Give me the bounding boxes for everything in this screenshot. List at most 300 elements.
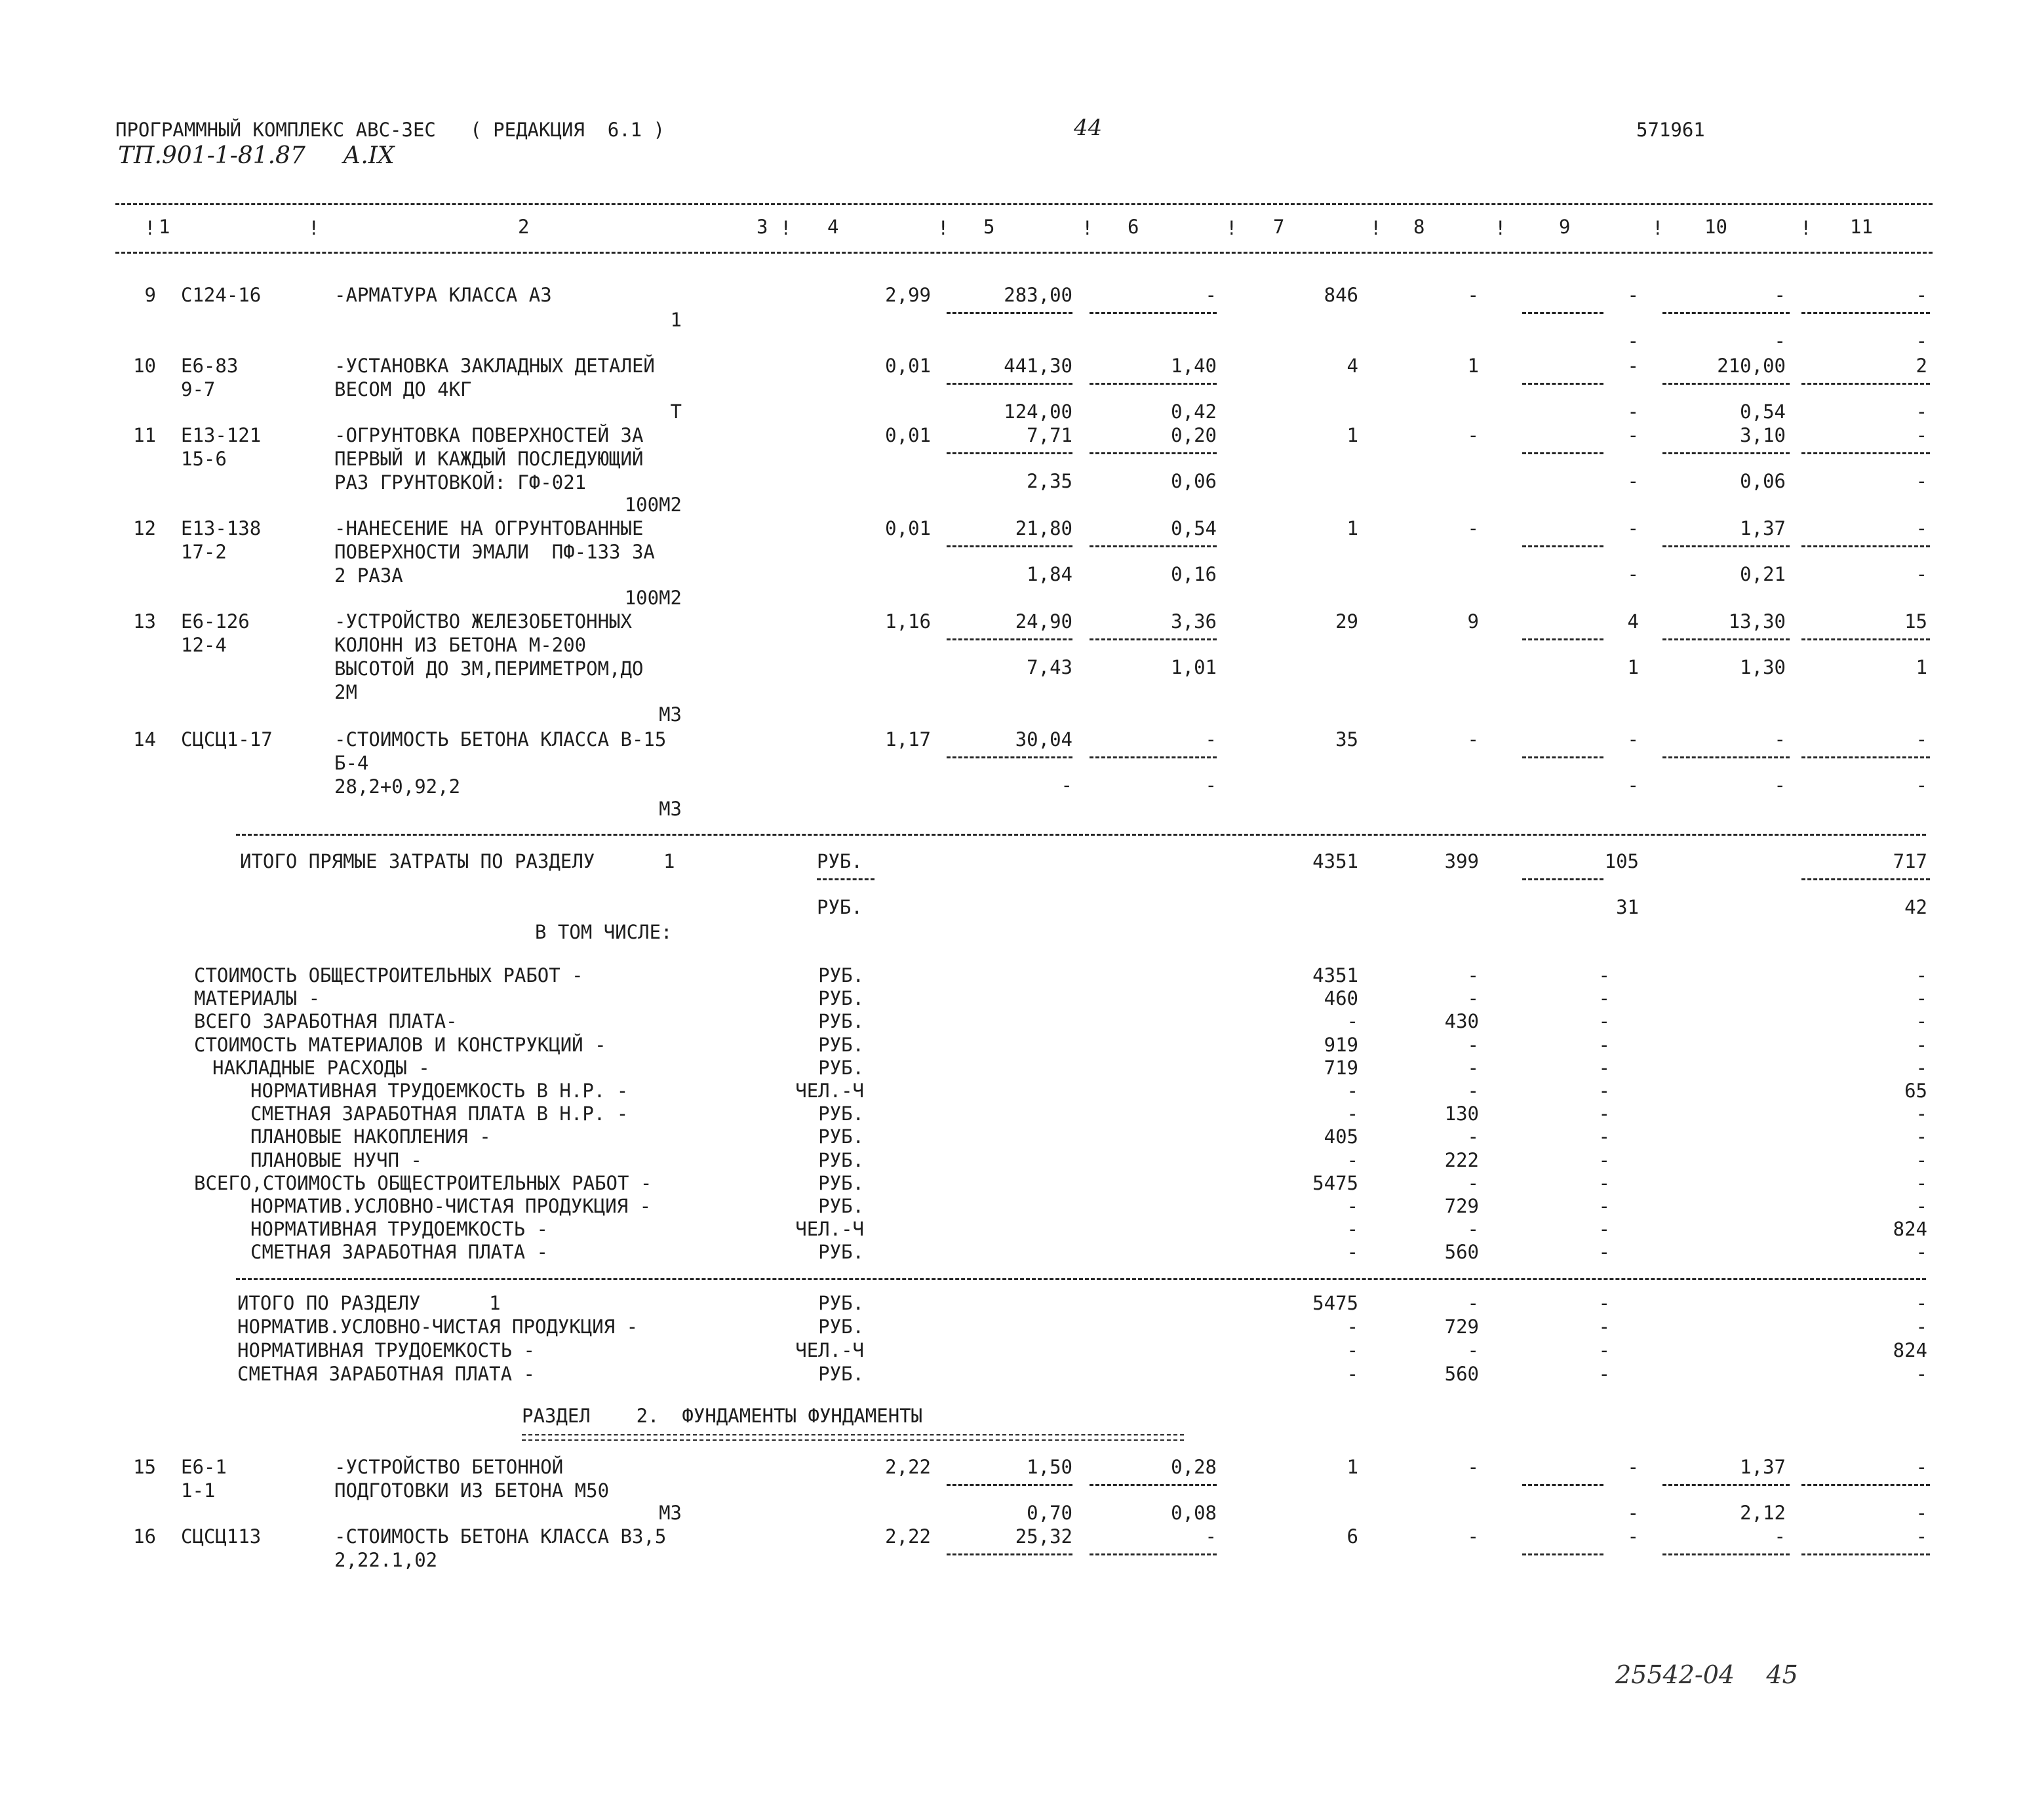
sub-rule: [1522, 545, 1603, 547]
header-rule-top: [115, 203, 1933, 205]
summary-wages: 729: [1444, 1316, 1479, 1338]
unit-cost-wages-sub: 0,16: [1171, 563, 1217, 585]
unit-of-measure: 100М2: [624, 494, 682, 516]
summary-machines: -: [1598, 1292, 1610, 1314]
column-separator: !: [1082, 217, 1093, 239]
summary-total: -: [1346, 1195, 1358, 1217]
rate-code-sub: 9-7: [181, 378, 216, 400]
quantity: 2,99: [885, 284, 931, 306]
labor-norm-sub: 0,06: [1740, 470, 1786, 492]
summary-total: -: [1346, 1339, 1358, 1361]
page-number: 44: [1074, 115, 1103, 141]
unit-cost-wages: -: [1205, 284, 1217, 306]
labor-norm-sub: 2,12: [1740, 1502, 1786, 1524]
summary-label: СТОИМОСТЬ МАТЕРИАЛОВ И КОНСТРУКЦИЙ -: [194, 1033, 606, 1056]
summary-wages: -: [1467, 1339, 1479, 1361]
quantity: 2,22: [885, 1456, 931, 1478]
machine-cost: 4: [1627, 610, 1639, 633]
row-number: 9: [144, 284, 156, 306]
summary-labor: -: [1916, 1103, 1927, 1125]
unit-cost-total-sub: 0,70: [1027, 1502, 1072, 1524]
summary-labor: -: [1916, 964, 1927, 986]
sub-rule: [1662, 756, 1790, 758]
sub-rule: [1801, 545, 1930, 547]
column-header-3: 3: [757, 216, 768, 238]
summary-unit: РУБ.: [818, 1241, 864, 1264]
total-rule: [236, 834, 1926, 836]
section-2-title: РАЗДЕЛ 2. ФУНДАМЕНТЫ ФУНДАМЕНТЫ: [522, 1405, 923, 1427]
sub-rule: [1090, 545, 1217, 547]
column-header-10: 10: [1704, 216, 1727, 238]
sub-rule: [1090, 1484, 1217, 1486]
unit-cost-total: 1,50: [1027, 1456, 1072, 1478]
summary-total: -: [1346, 1218, 1358, 1241]
sub-rule: [1801, 1553, 1930, 1555]
program-header: ПРОГРАММНЫЙ КОМПЛЕКС АВС-3ЕС ( РЕДАКЦИЯ 6.1 ): [115, 119, 665, 141]
total-cost: 1: [1346, 1456, 1358, 1478]
project-reference: ТП.901-1-81.87 А.IX: [118, 142, 395, 169]
total-cost: 846: [1324, 284, 1358, 306]
summary-total: -: [1346, 1363, 1358, 1385]
work-description: ВЕСОМ ДО 4КГ: [334, 378, 472, 400]
summary-labor: -: [1916, 1195, 1927, 1217]
sub-rule: [1662, 1553, 1790, 1555]
unit-cost-total: 283,00: [1004, 284, 1072, 306]
rate-code-sub: 1-1: [181, 1479, 216, 1502]
unit-cost-wages: 0,28: [1171, 1456, 1217, 1478]
summary-label: НАКЛАДНЫЕ РАСХОДЫ -: [212, 1056, 430, 1079]
work-description: -УСТРОЙСТВО ЖЕЛЕЗОБЕТОННЫХ: [334, 610, 632, 633]
summary-label: НОРМАТИВ.УСЛОВНО-ЧИСТАЯ ПРОДУКЦИЯ -: [250, 1195, 652, 1217]
unit-cost-wages: -: [1205, 728, 1217, 751]
sub-rule: [1090, 756, 1217, 758]
summary-labor: -: [1916, 1010, 1927, 1033]
unit-cost-wages-sub: -: [1205, 774, 1217, 796]
unit-cost-wages-sub: 1,01: [1171, 656, 1217, 678]
summary-machines: -: [1598, 964, 1610, 986]
labor-norm: 1,37: [1740, 517, 1786, 539]
column-header-5: 5: [983, 216, 995, 238]
labor-total-sub: -: [1916, 400, 1927, 423]
machine-cost: -: [1627, 355, 1639, 377]
summary-unit: РУБ.: [818, 1125, 864, 1148]
summary-labor: -: [1916, 1241, 1927, 1264]
labor-total-sub: 1: [1916, 656, 1927, 678]
unit-of-measure: Т: [670, 400, 682, 423]
work-description: ВЫСОТОЙ ДО 3М,ПЕРИМЕТРОМ,ДО: [334, 657, 644, 680]
summary-label: СМЕТНАЯ ЗАРАБОТНАЯ ПЛАТА В Н.Р. -: [250, 1103, 629, 1125]
direct-costs-total: 4351: [1312, 850, 1358, 872]
summary-label: СТОИМОСТЬ ОБЩЕСТРОИТЕЛЬНЫХ РАБОТ -: [194, 964, 583, 986]
sub-rule: [1801, 878, 1930, 880]
sub-rule: [947, 452, 1072, 454]
sub-rule: [947, 1553, 1072, 1555]
summary-unit: РУБ.: [818, 1148, 864, 1171]
summary-labor: -: [1916, 1292, 1927, 1314]
labor-total-sub: -: [1916, 774, 1927, 796]
header-rule-bottom: [115, 252, 1933, 254]
column-header-1: 1: [159, 216, 170, 238]
summary-machines: -: [1598, 1056, 1610, 1079]
quantity: 1,16: [885, 610, 931, 633]
summary-unit: РУБ.: [818, 1292, 864, 1314]
column-header-7: 7: [1273, 216, 1285, 238]
summary-wages: -: [1467, 1171, 1479, 1194]
section-total-rule: [236, 1278, 1926, 1280]
summary-total: -: [1346, 1241, 1358, 1264]
labor-norm: 1,37: [1740, 1456, 1786, 1478]
labor-total: -: [1916, 517, 1927, 539]
summary-machines: -: [1598, 1010, 1610, 1033]
work-description: 2М: [334, 681, 357, 703]
work-description: Б-4: [334, 752, 369, 774]
summary-machines: -: [1598, 1171, 1610, 1194]
summary-total: -: [1346, 1010, 1358, 1033]
machine-cost: -: [1627, 517, 1639, 539]
unit-cost-total-sub: 1,84: [1027, 563, 1072, 585]
quantity: 2,22: [885, 1525, 931, 1548]
unit-cost-total: 21,80: [1015, 517, 1072, 539]
unit-cost-wages: 3,36: [1171, 610, 1217, 633]
total-wages: -: [1467, 517, 1479, 539]
sub-rule: [1522, 1553, 1603, 1555]
total-cost: 29: [1335, 610, 1358, 633]
total-wages: 1: [1467, 355, 1479, 377]
total-cost: 6: [1346, 1525, 1358, 1548]
labor-norm: 210,00: [1717, 355, 1786, 377]
work-description: 2 РАЗА: [334, 564, 403, 587]
sub-rule: [1090, 1553, 1217, 1555]
summary-labor: -: [1916, 987, 1927, 1010]
labor-norm-sub: 0,21: [1740, 563, 1786, 585]
column-separator: !: [1370, 217, 1382, 239]
summary-labor: -: [1916, 1316, 1927, 1338]
rate-code: Е6-126: [181, 610, 250, 633]
labor-total-sub: -: [1916, 1502, 1927, 1524]
column-separator: !: [1800, 217, 1812, 239]
unit-cost-wages: 0,54: [1171, 517, 1217, 539]
rate-code-sub: 15-6: [181, 448, 227, 470]
sub-rule: [1801, 383, 1930, 385]
work-description: 28,2+0,92,2: [334, 775, 461, 798]
summary-unit: РУБ.: [818, 1033, 864, 1056]
machine-cost: -: [1627, 728, 1639, 751]
rate-code: Е6-83: [181, 355, 239, 377]
summary-label: ИТОГО ПО РАЗДЕЛУ 1: [237, 1292, 501, 1314]
row-number: 13: [133, 610, 156, 633]
unit-cost-total: 24,90: [1015, 610, 1072, 633]
unit-of-measure: 100М2: [624, 587, 682, 609]
sub-rule: [1662, 1484, 1790, 1486]
summary-label: ПЛАНОВЫЕ НУЧП -: [250, 1148, 422, 1171]
rate-code: Е13-121: [181, 424, 262, 446]
summary-machines: -: [1598, 1125, 1610, 1148]
row-number: 10: [133, 355, 156, 377]
summary-total: -: [1346, 1080, 1358, 1102]
rate-code: СЦСЦ113: [181, 1525, 262, 1548]
summary-wages: -: [1467, 1056, 1479, 1079]
work-description: -СТОИМОСТЬ БЕТОНА КЛАССА В-15: [334, 728, 667, 751]
unit-cost-wages: 0,20: [1171, 424, 1217, 446]
machine-cost-sub: -: [1627, 470, 1639, 492]
direct-costs-labor: 717: [1893, 850, 1927, 872]
machine-cost-sub: -: [1627, 400, 1639, 423]
summary-machines: -: [1598, 1241, 1610, 1264]
column-header-2: 2: [518, 216, 530, 238]
labor-norm-sub: 1,30: [1740, 656, 1786, 678]
column-separator: !: [144, 217, 156, 239]
sub-rule: [1090, 312, 1217, 314]
sub-rule: [1801, 756, 1930, 758]
sub-rule: [947, 1484, 1072, 1486]
work-description: ПЕРВЫЙ И КАЖДЫЙ ПОСЛЕДУЮЩИЙ: [334, 448, 644, 470]
sub-rule: [947, 312, 1072, 314]
summary-wages: 222: [1444, 1148, 1479, 1171]
summary-labor: 824: [1893, 1339, 1927, 1361]
quantity: 0,01: [885, 355, 931, 377]
summary-machines: -: [1598, 987, 1610, 1010]
summary-machines: -: [1598, 1195, 1610, 1217]
machine-cost: -: [1627, 284, 1639, 306]
sub-rule: [1522, 638, 1603, 640]
work-description: -СТОИМОСТЬ БЕТОНА КЛАССА В3,5: [334, 1525, 667, 1548]
labor-norm-sub: -: [1774, 774, 1786, 796]
unit-cost-total: 25,32: [1015, 1525, 1072, 1548]
summary-machines: -: [1598, 1316, 1610, 1338]
direct-costs-wages: 399: [1444, 850, 1479, 872]
unit-cost-wages: -: [1205, 1525, 1217, 1548]
summary-label: НОРМАТИВНАЯ ТРУДОЕМКОСТЬ -: [250, 1218, 548, 1241]
column-header-4: 4: [827, 216, 839, 238]
summary-wages: -: [1467, 1080, 1479, 1102]
labor-total: 15: [1904, 610, 1927, 633]
summary-wages: -: [1467, 1218, 1479, 1241]
summary-wages: 430: [1444, 1010, 1479, 1033]
labor-total: -: [1916, 728, 1927, 751]
work-description: РАЗ ГРУНТОВКОЙ: ГФ-021: [334, 471, 587, 494]
summary-unit: РУБ.: [818, 1316, 864, 1338]
total-wages: -: [1467, 728, 1479, 751]
quantity: 1,17: [885, 728, 931, 751]
summary-total: -: [1346, 1148, 1358, 1171]
summary-machines: -: [1598, 1148, 1610, 1171]
labor-norm-sub: 0,54: [1740, 400, 1786, 423]
labor-total: 2: [1916, 355, 1927, 377]
total-wages: 9: [1467, 610, 1479, 633]
summary-total: 460: [1324, 987, 1358, 1010]
column-separator: !: [308, 217, 320, 239]
unit-of-measure: М3: [659, 1502, 682, 1524]
sub-rule: [1522, 756, 1603, 758]
total-cost: 4: [1346, 355, 1358, 377]
unit-cost-total-sub: -: [1061, 774, 1072, 796]
summary-wages: -: [1467, 1125, 1479, 1148]
sub-rule: [1090, 452, 1217, 454]
rate-code: Е6-1: [181, 1456, 227, 1478]
unit-cost-total: 441,30: [1004, 355, 1072, 377]
sub-rule: [947, 545, 1072, 547]
sub-rule: [1801, 1484, 1930, 1486]
row-number: 11: [133, 424, 156, 446]
summary-wages: 130: [1444, 1103, 1479, 1125]
sub-rule: [947, 383, 1072, 385]
unit-cost-wages-sub: 0,42: [1171, 400, 1217, 423]
unit-of-measure: М3: [659, 798, 682, 820]
rate-code-sub: 17-2: [181, 541, 227, 563]
column-header-8: 8: [1413, 216, 1425, 238]
summary-labor: 824: [1893, 1218, 1927, 1241]
summary-unit: РУБ.: [818, 1195, 864, 1217]
summary-total: 5475: [1312, 1171, 1358, 1194]
machine-cost: -: [1627, 1456, 1639, 1478]
summary-label: НОРМАТИВНАЯ ТРУДОЕМКОСТЬ -: [237, 1339, 535, 1361]
labor-norm-sub: -: [1774, 330, 1786, 352]
sub-rule: [1662, 545, 1790, 547]
summary-unit: РУБ.: [818, 964, 864, 986]
sub-rule: [1662, 638, 1790, 640]
work-description: -НАНЕСЕНИЕ НА ОГРУНТОВАННЫЕ: [334, 517, 644, 539]
quantity: 0,01: [885, 517, 931, 539]
summary-machines: -: [1598, 1218, 1610, 1241]
footer-stamp: 25542-04 45: [1615, 1660, 1798, 1689]
sub-rule: [1801, 312, 1930, 314]
row-number: 12: [133, 517, 156, 539]
sub-rule: [947, 756, 1072, 758]
total-wages: -: [1467, 424, 1479, 446]
summary-label: ВСЕГО ЗАРАБОТНАЯ ПЛАТА-: [194, 1010, 458, 1033]
summary-label: ПЛАНОВЫЕ НАКОПЛЕНИЯ -: [250, 1125, 491, 1148]
section-2-title-underline: [522, 1434, 1184, 1441]
sub-rule: [1662, 383, 1790, 385]
direct-costs-labor-sub: 42: [1904, 896, 1927, 918]
labor-norm: 13,30: [1728, 610, 1786, 633]
total-wages: -: [1467, 284, 1479, 306]
summary-total: 919: [1324, 1033, 1358, 1056]
summary-total: 719: [1324, 1056, 1358, 1079]
labor-norm: -: [1774, 728, 1786, 751]
column-separator: !: [780, 217, 792, 239]
machine-cost-sub: -: [1627, 330, 1639, 352]
sub-rule: [1662, 452, 1790, 454]
summary-total: 405: [1324, 1125, 1358, 1148]
unit-cost-total: 7,71: [1027, 424, 1072, 446]
direct-costs-label: ИТОГО ПРЯМЫЕ ЗАТРАТЫ ПО РАЗДЕЛУ 1: [240, 850, 675, 872]
summary-label: ВСЕГО,СТОИМОСТЬ ОБЩЕСТРОИТЕЛЬНЫХ РАБОТ -: [194, 1171, 652, 1194]
summary-labor: -: [1916, 1056, 1927, 1079]
summary-unit: РУБ.: [818, 987, 864, 1010]
summary-label: НОРМАТИВ.УСЛОВНО-ЧИСТАЯ ПРОДУКЦИЯ -: [237, 1316, 639, 1338]
sub-rule: [1801, 452, 1930, 454]
total-cost: 35: [1335, 728, 1358, 751]
work-description: -УСТАНОВКА ЗАКЛАДНЫХ ДЕТАЛЕЙ: [334, 355, 655, 377]
summary-wages: 729: [1444, 1195, 1479, 1217]
sub-rule: [1090, 638, 1217, 640]
summary-unit: РУБ.: [818, 1171, 864, 1194]
summary-total: 4351: [1312, 964, 1358, 986]
summary-label: СМЕТНАЯ ЗАРАБОТНАЯ ПЛАТА -: [237, 1363, 535, 1385]
summary-unit: РУБ.: [818, 1103, 864, 1125]
rate-code: СЦСЦ1-17: [181, 728, 273, 751]
quantity: 0,01: [885, 424, 931, 446]
direct-costs-machines-sub: 31: [1616, 896, 1639, 918]
sub-rule: [1090, 383, 1217, 385]
work-description: -УСТРОЙСТВО БЕТОННОЙ: [334, 1456, 564, 1478]
row-number: 16: [133, 1525, 156, 1548]
total-wages: -: [1467, 1525, 1479, 1548]
summary-wages: 560: [1444, 1363, 1479, 1385]
summary-wages: -: [1467, 987, 1479, 1010]
labor-total: -: [1916, 1525, 1927, 1548]
work-description: КОЛОНН ИЗ БЕТОНА М-200: [334, 634, 587, 656]
summary-labor: -: [1916, 1171, 1927, 1194]
labor-norm: -: [1774, 284, 1786, 306]
sub-rule: [1522, 452, 1603, 454]
summary-unit: ЧЕЛ.-Ч: [795, 1080, 864, 1102]
column-header-9: 9: [1559, 216, 1571, 238]
total-cost: 1: [1346, 424, 1358, 446]
document-code: 571961: [1636, 119, 1705, 141]
sub-rule: [817, 878, 875, 880]
summary-label: НОРМАТИВНАЯ ТРУДОЕМКОСТЬ В Н.Р. -: [250, 1080, 629, 1102]
direct-costs-unit-sub: РУБ.: [817, 896, 863, 918]
labor-total-sub: -: [1916, 470, 1927, 492]
labor-total: -: [1916, 424, 1927, 446]
unit-cost-wages: 1,40: [1171, 355, 1217, 377]
work-description: 2,22.1,02: [334, 1549, 438, 1571]
summary-labor: -: [1916, 1125, 1927, 1148]
labor-total-sub: -: [1916, 563, 1927, 585]
unit-cost-total-sub: 2,35: [1027, 470, 1072, 492]
sub-rule: [1662, 312, 1790, 314]
labor-total-sub: -: [1916, 330, 1927, 352]
labor-norm: 3,10: [1740, 424, 1786, 446]
machine-cost-sub: -: [1627, 1502, 1639, 1524]
work-description: -АРМАТУРА КЛАССА А3: [334, 284, 552, 306]
summary-wages: -: [1467, 1033, 1479, 1056]
summary-machines: -: [1598, 1033, 1610, 1056]
column-separator: !: [1652, 217, 1664, 239]
sub-rule: [1801, 638, 1930, 640]
summary-unit: РУБ.: [818, 1363, 864, 1385]
summary-total: -: [1346, 1103, 1358, 1125]
including-label: В ТОМ ЧИСЛЕ:: [535, 921, 673, 943]
summary-labor: -: [1916, 1148, 1927, 1171]
sub-rule: [1522, 878, 1603, 880]
column-header-6: 6: [1128, 216, 1139, 238]
row-number: 15: [133, 1456, 156, 1478]
summary-label: СМЕТНАЯ ЗАРАБОТНАЯ ПЛАТА -: [250, 1241, 548, 1264]
summary-machines: -: [1598, 1339, 1610, 1361]
unit-cost-wages-sub: 0,06: [1171, 470, 1217, 492]
summary-label: МАТЕРИАЛЫ -: [194, 987, 321, 1010]
summary-wages: -: [1467, 1292, 1479, 1314]
unit-of-measure: М3: [659, 703, 682, 726]
summary-unit: ЧЕЛ.-Ч: [795, 1339, 864, 1361]
work-description: ПОВЕРХНОСТИ ЭМАЛИ ПФ-133 ЗА: [334, 541, 655, 563]
machine-cost-sub: -: [1627, 563, 1639, 585]
labor-norm: -: [1774, 1525, 1786, 1548]
sub-rule: [1522, 383, 1603, 385]
summary-total: 5475: [1312, 1292, 1358, 1314]
sub-rule: [1522, 1484, 1603, 1486]
summary-unit: РУБ.: [818, 1010, 864, 1033]
unit-of-measure: 1: [670, 309, 682, 331]
summary-wages: 560: [1444, 1241, 1479, 1264]
column-separator: !: [1495, 217, 1506, 239]
total-cost: 1: [1346, 517, 1358, 539]
machine-cost: -: [1627, 424, 1639, 446]
summary-wages: -: [1467, 964, 1479, 986]
